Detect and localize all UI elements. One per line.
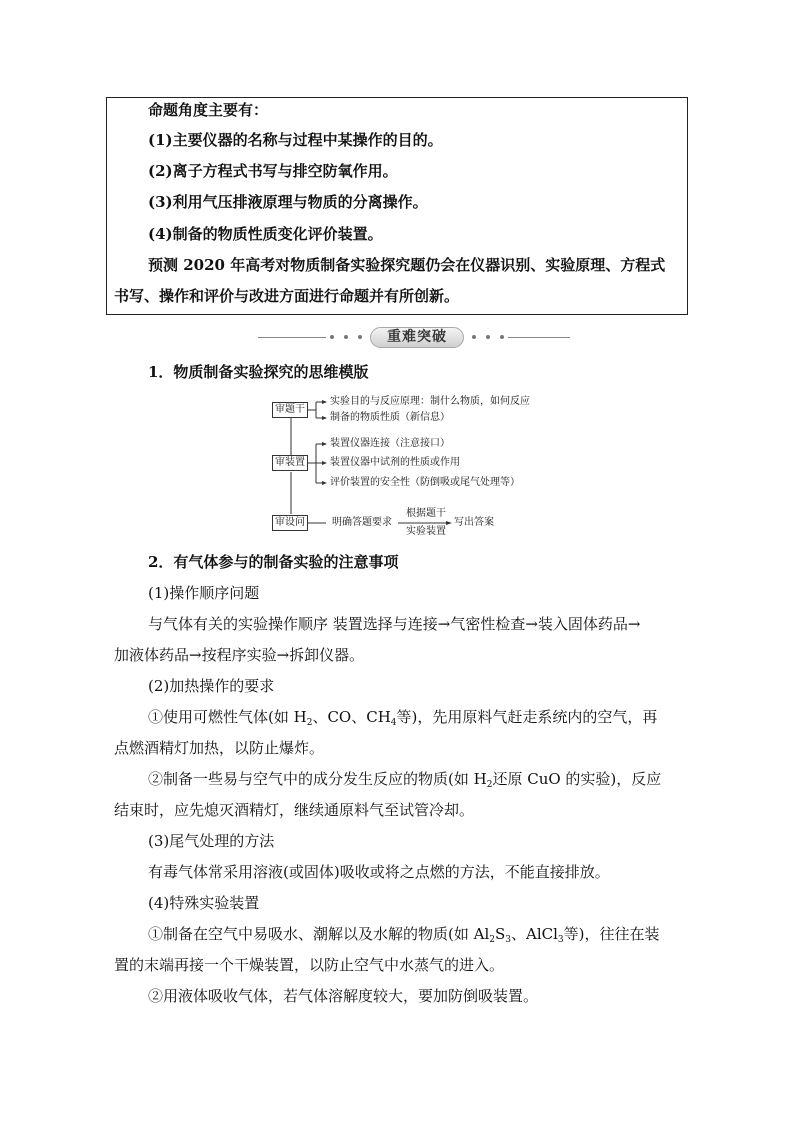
- p2-heading: (2)加热操作的要求: [148, 677, 275, 695]
- banner-dot: [330, 335, 334, 339]
- thinking-template-diagram: [270, 392, 560, 542]
- banner-dot: [344, 335, 348, 339]
- node2-item-1: 装置仪器连接（注意接口）: [330, 438, 450, 449]
- banner-rule-left: [258, 337, 326, 338]
- p4a-line1: ①制备在空气中易吸水、潮解以及水解的物质(如 $Al_2S_3$、AlCl$_3$等)，往往在装: [148, 925, 660, 945]
- node2-item-2: 装置仪器中试剂的性质或作用: [330, 457, 460, 468]
- p1-line1: 与气体有关的实验操作顺序 装置选择与连接→气密性检查→装入固体药品→: [148, 615, 641, 633]
- intro-heading: 命题角度主要有：: [148, 101, 269, 119]
- node3-bottom: 实验装置: [406, 526, 446, 537]
- node1-item-2: 制备的物质性质（新信息）: [330, 412, 450, 423]
- intro-item-2: (2)离子方程式书写与排空防氧作用。: [148, 162, 398, 180]
- banner-dot: [358, 335, 362, 339]
- p3-heading: (3)尾气处理的方法: [148, 832, 275, 850]
- p2a-line1: ①使用可燃性气体(如 $H_2$、CO、$CH_4$等)，先用原料气赶走系统内的空气，再: [148, 708, 658, 728]
- node3-top: 根据题干: [406, 508, 446, 519]
- banner-label: 重难突破: [370, 327, 464, 348]
- banner-dot: [500, 335, 504, 339]
- intro-prediction-line2: 书写、操作和评价与改进方面进行命题并有所创新。: [114, 287, 460, 305]
- section2-title: 2．有气体参与的制备实验的注意事项: [148, 553, 399, 571]
- p4b-line1: ②用液体吸收气体，若气体溶解度较大，要加防倒吸装置。: [148, 987, 539, 1005]
- p1-line2: 加液体药品→按程序实验→拆卸仪器。: [114, 646, 365, 664]
- node3-lead: 明确答题要求: [332, 517, 392, 528]
- node-review-stem: 审题干: [272, 402, 308, 418]
- intro-item-3: (3)利用气压排液原理与物质的分离操作。: [148, 193, 428, 211]
- node1-item-1: 实验目的与反应原理：制什么物质，如何反应: [330, 396, 530, 407]
- intro-prediction-line1: 预测 2020 年高考对物质制备实验探究题仍会在仪器识别、实验原理、方程式: [148, 256, 666, 274]
- node2-item-3: 评价装置的安全性（防倒吸或尾气处理等）: [330, 477, 520, 488]
- section1-title: 1．物质制备实验探究的思维模版: [148, 363, 369, 381]
- node-review-apparatus: 审装置: [272, 455, 308, 471]
- intro-item-4: (4)制备的物质性质变化评价装置。: [148, 225, 383, 243]
- node-review-question: 审设问: [272, 515, 308, 531]
- banner-dot: [486, 335, 490, 339]
- p2a-line2: 点燃酒精灯加热，以防止爆炸。: [114, 739, 325, 757]
- p1-heading: (1)操作顺序问题: [148, 584, 260, 602]
- section-banner: [258, 326, 570, 350]
- p4-heading: (4)特殊实验装置: [148, 894, 260, 912]
- p4a-line2: 置的末端再接一个干燥装置，以防止空气中水蒸气的进入。: [114, 956, 505, 974]
- intro-item-1: (1)主要仪器的名称与过程中某操作的目的。: [148, 131, 443, 149]
- node3-result: 写出答案: [454, 517, 494, 528]
- banner-rule-right: [508, 337, 570, 338]
- p3-line1: 有毒气体常采用溶液(或固体)吸收或将之点燃的方法，不能直接排放。: [148, 863, 610, 881]
- banner-dot: [472, 335, 476, 339]
- p2b-line2: 结束时，应先熄灭酒精灯，继续通原料气至试管冷却。: [114, 801, 475, 819]
- p2b-line1: ②制备一些易与空气中的成分发生反应的物质(如 $H_2$还原 CuO 的实验)，反应: [148, 770, 662, 790]
